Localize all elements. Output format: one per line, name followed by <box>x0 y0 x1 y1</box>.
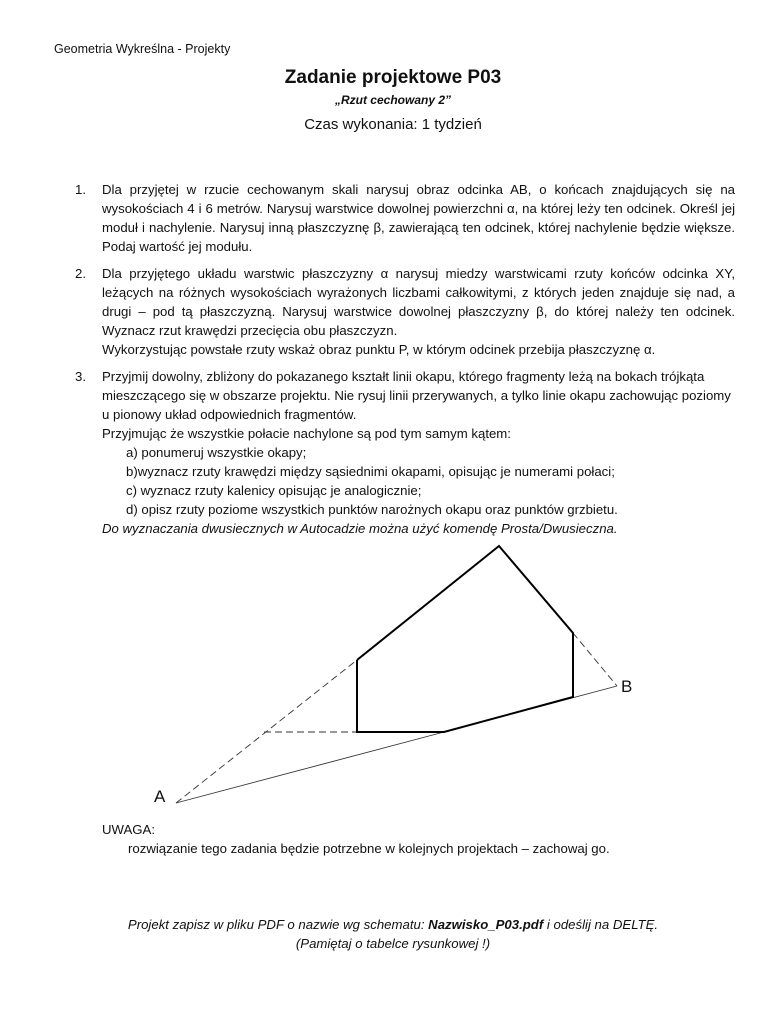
eave-figure <box>140 538 640 818</box>
task-item-3 <box>75 367 735 538</box>
task-item-2 <box>75 264 735 359</box>
footer-suffix: i odeślij na DELTĘ. <box>543 917 659 932</box>
task-list <box>75 180 735 546</box>
task-text-continued: Przyjmując że wszystkie połacie nachylone są pod tym samym kątem: <box>102 426 511 441</box>
dashed-line-right-top-to-b <box>573 633 617 686</box>
eave-outline <box>357 546 573 732</box>
subitem-b: b)wyznacz rzuty krawędzi między sąsiednimi okapami, opisując je numerami połaci; <box>126 464 615 479</box>
page-subtitle: „Rzut cechowany 2” <box>334 93 452 107</box>
task-item-1 <box>75 180 735 256</box>
autocad-note: Do wyznaczania dwusiecznych w Autocadzie można użyć komendę Prosta/Dwusieczna. <box>102 521 618 536</box>
task-text: Dla przyjętej w rzucie cechowanym skali narysuj obraz odcinka AB, o końcach znajdujących się na wysokościach 4 i 6 metrów. Narysuj warstwice dowolnej powierzchni α, na której leży ten odcinek. Określ jej moduł i nachylenie. Narysuj inną płaszczyznę β, zawierającą ten odcinek, której nachylenie będzie większe. Podaj wartość jej modułu. <box>102 182 735 254</box>
task-text: Dla przyjętego układu warstwic płaszczyzny α narysuj miedzy warstwicami rzuty końców odcinka XY, leżących na różnych wysokościach wyrażonych liczbami całkowitymi, z których jeden znajduje się nad, a drugi – pod tą płaszczyzną. Narysuj warstwice dowolnej płaszczyzny β, do której należy ten odcinek. Wyznacz rzut krawędzi przecięcia obu płaszczyzn. <box>102 266 735 338</box>
subitem-a: a) ponumeruj wszystkie okapy; <box>126 445 307 460</box>
footer-prefix: Projekt zapisz w pliku PDF o nazwie wg schematu: <box>127 917 429 932</box>
subitem-c: c) wyznacz rzuty kalenicy opisując je analogicznie; <box>126 483 422 498</box>
task-text: Przyjmij dowolny, zbliżony do pokazanego kształt linii okapu, którego fragmenty leżą na bokach trójkąta mieszczącego się w obszarze projektu. Nie rysuj linii przerywanych, a tylko linie okapu zachowując poziomy u pionowy układ odpowiednich fragmentów. <box>102 369 731 422</box>
dashed-construction-lines <box>176 633 617 803</box>
footer-instruction <box>0 917 768 932</box>
duration-text: Czas wykonania: 1 tydzień <box>304 116 482 133</box>
page-title: Zadanie projektowe P03 <box>284 67 502 88</box>
subitem-d: d) opisz rzuty poziome wszystkich punktów narożnych okapu oraz punktów grzbietu. <box>126 502 618 517</box>
point-label-a: A <box>154 787 166 806</box>
warning-text: rozwiązanie tego zadania będzie potrzebne w kolejnych projektach – zachowaj go. <box>128 841 610 856</box>
course-header: Geometria Wykreślna - Projekty <box>54 42 231 56</box>
dashed-line-a-to-left-top <box>176 660 357 803</box>
line-a-to-bottom <box>176 732 444 803</box>
task-number: 3. <box>75 369 86 384</box>
task-number: 2. <box>75 266 86 281</box>
footer-filename: Nazwisko_P03.pdf <box>428 917 544 932</box>
task-number: 1. <box>75 182 86 197</box>
footer-reminder: (Pamiętaj o tabelce rysunkowej !) <box>295 936 491 951</box>
point-label-b: B <box>621 677 633 696</box>
warning-label: UWAGA: <box>102 822 155 837</box>
task-text-continued: Wykorzystując powstałe rzuty wskaż obraz punktu P, w którym odcinek przebija płaszczyznę α. <box>102 342 656 357</box>
